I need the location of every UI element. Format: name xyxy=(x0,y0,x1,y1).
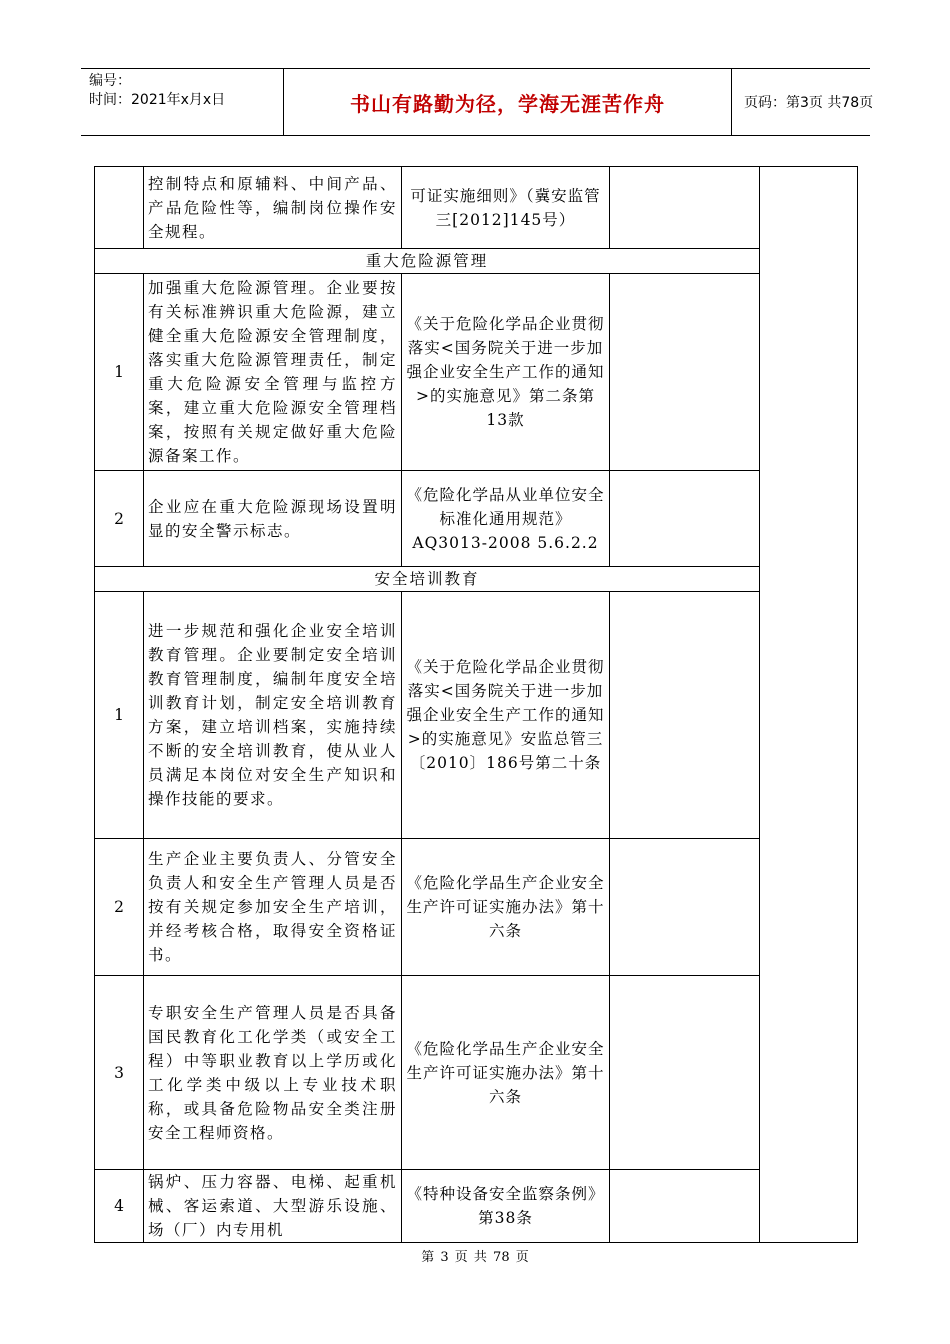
inspection-table xyxy=(94,166,858,1243)
row-number: 1 xyxy=(95,592,144,839)
row-number: 3 xyxy=(95,976,144,1170)
table-row xyxy=(95,839,858,976)
check-result-cell xyxy=(610,1170,760,1243)
check-content: 加强重大危险源管理。企业要按有关标准辨识重大危险源，建立健全重大危险源安全管理制度，落实重大危险源管理责任，制定重大危险源安全管理与监控方案，建立重大危险源安全管理档案，按照有关规定做好重大危险源备案工作。 xyxy=(144,274,402,471)
check-content: 企业应在重大危险源现场设置明显的安全警示标志。 xyxy=(144,471,402,567)
table-row xyxy=(95,274,858,471)
row-number: 1 xyxy=(95,274,144,471)
check-content: 锅炉、压力容器、电梯、起重机械、客运索道、大型游乐设施、场（厂）内专用机 xyxy=(144,1170,402,1243)
check-content: 生产企业主要负责人、分管安全负责人和安全生产管理人员是否按有关规定参加安全生产培训，并经考核合格，取得安全资格证书。 xyxy=(144,839,402,976)
check-basis: 《关于危险化学品企业贯彻落实<国务院关于进一步加强企业安全生产工作的通知>的实施意见》安监总管三〔2010〕186号第二十条 xyxy=(402,592,610,839)
check-basis: 《关于危险化学品企业贯彻落实<国务院关于进一步加强企业安全生产工作的通知>的实施意见》第二条第13款 xyxy=(402,274,610,471)
row-number: 4 xyxy=(95,1170,144,1243)
document-number-label: 编号： xyxy=(89,73,131,89)
row-number: 2 xyxy=(95,471,144,567)
section-header-row xyxy=(95,567,858,592)
check-content: 进一步规范和强化企业安全培训教育管理。企业要制定安全培训教育管理制度，编制年度安全培训教育计划，制定安全培训教育方案，建立培训档案，实施持续不断的安全培训教育，使从业人员满足本岗位对安全生产知识和操作技能的要求。 xyxy=(144,592,402,839)
check-result-cell xyxy=(610,167,760,249)
table-row xyxy=(95,471,858,567)
table-row xyxy=(95,592,858,839)
page-header xyxy=(81,68,874,136)
remarks-column xyxy=(760,167,858,1243)
section-title-major-hazard: 重大危险源管理 xyxy=(95,249,760,274)
check-basis: 《危险化学品生产企业安全生产许可证实施办法》第十六条 xyxy=(402,839,610,976)
table-row xyxy=(95,976,858,1170)
header-meta xyxy=(81,69,284,135)
row-number: 2 xyxy=(95,839,144,976)
section-title-safety-training: 安全培训教育 xyxy=(95,567,760,592)
check-basis: 《特种设备安全监察条例》第38条 xyxy=(402,1170,610,1243)
document-date: 时间：2021年x月x日 xyxy=(89,92,226,108)
page-footer: 第 3 页 共 78 页 xyxy=(421,1250,529,1265)
table-row xyxy=(95,167,858,249)
check-result-cell xyxy=(610,592,760,839)
check-basis: 《危险化学品生产企业安全生产许可证实施办法》第十六条 xyxy=(402,976,610,1170)
section-header-row xyxy=(95,249,858,274)
check-basis: 《危险化学品从业单位安全标准化通用规范》AQ3013-2008 5.6.2.2 xyxy=(402,471,610,567)
row-number xyxy=(95,167,144,249)
check-content: 控制特点和原辅料、中间产品、产品危险性等，编制岗位操作安全规程。 xyxy=(144,167,402,249)
check-content: 专职安全生产管理人员是否具备国民教育化工化学类（或安全工程）中等职业教育以上学历或化工化学类中级以上专业技术职称，或具备危险物品安全类注册安全工程师资格。 xyxy=(144,976,402,1170)
check-result-cell xyxy=(610,274,760,471)
check-result-cell xyxy=(610,976,760,1170)
check-basis: 可证实施细则》（冀安监管三[2012]145号） xyxy=(402,167,610,249)
header-motto: 书山有路勤为径，学海无涯苦作舟 xyxy=(284,69,732,135)
check-result-cell xyxy=(610,839,760,976)
check-result-cell xyxy=(610,471,760,567)
header-page-number: 页码：第3页 共78页 xyxy=(744,95,874,111)
table-row xyxy=(95,1170,858,1243)
